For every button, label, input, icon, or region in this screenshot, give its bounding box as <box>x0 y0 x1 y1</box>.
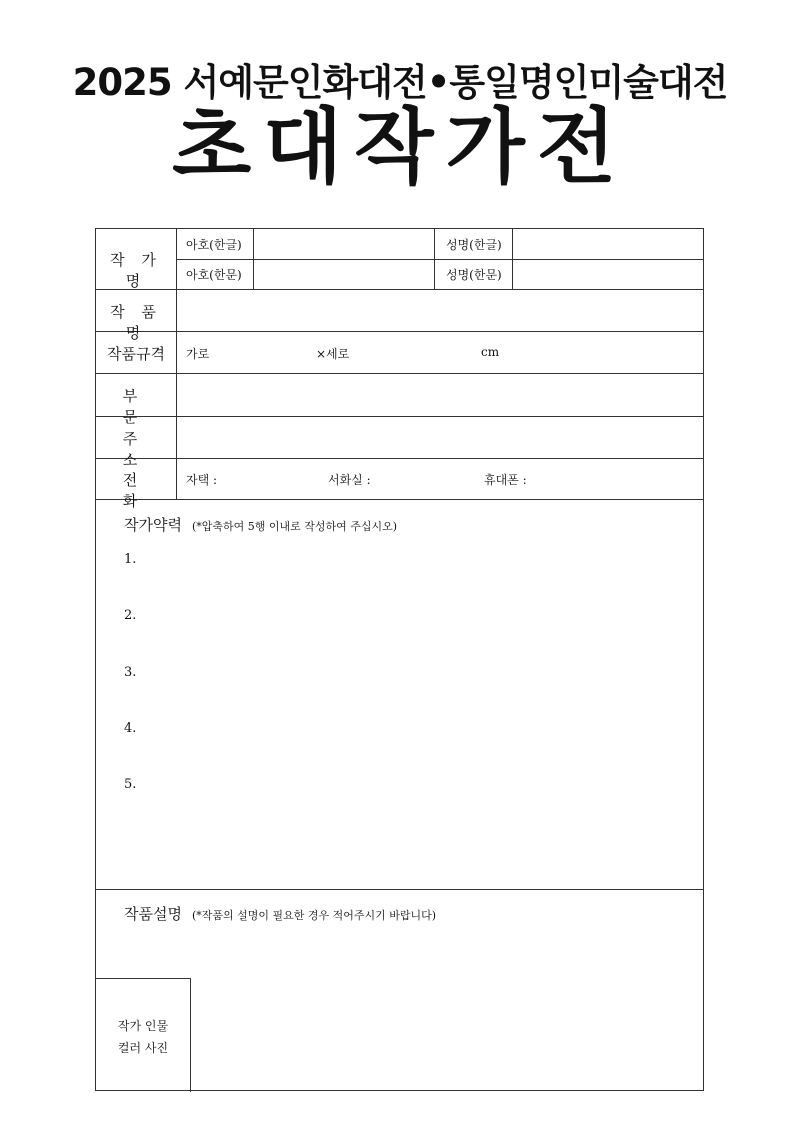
home-phone-label: 자택 : <box>186 473 218 487</box>
photo-box[interactable] <box>96 978 191 1092</box>
exhibition-subtitle: 2025 서예문인화대전•통일명인미술대전 <box>72 61 728 104</box>
description-label: 작품설명 <box>124 905 182 923</box>
address-field[interactable] <box>177 417 703 457</box>
pen-name-hanja-label: 아호(한문) <box>186 268 242 282</box>
divider <box>176 229 177 499</box>
divider <box>96 458 704 459</box>
biography-item: 3. <box>124 665 137 680</box>
pen-name-hanja-field[interactable] <box>254 260 433 288</box>
pen-name-korean-field[interactable] <box>254 230 433 258</box>
biography-item: 2. <box>124 608 137 623</box>
description-note: (*작품의 설명이 필요한 경우 적어주시기 바랍니다) <box>192 909 437 922</box>
work-title-label: 작 품 명 <box>110 303 162 342</box>
biography-note: (*압축하여 5행 이내로 작성하여 주십시오) <box>192 520 398 533</box>
divider <box>96 331 704 332</box>
biography-item: 1. <box>124 552 137 567</box>
category-field[interactable] <box>177 374 703 415</box>
biography-item: 5. <box>124 777 137 792</box>
mobile-phone-label: 휴대폰 : <box>484 473 527 487</box>
name-hanja-label: 성명(한문) <box>446 268 502 282</box>
studio-phone-label: 서화실 : <box>328 473 371 487</box>
photo-label-line2: 컬러 사진 <box>117 1041 169 1055</box>
divider <box>96 499 704 500</box>
work-height-label: ×세로 <box>316 347 350 361</box>
divider <box>96 889 704 890</box>
phone-label: 전 화 <box>122 471 162 510</box>
photo-label-line1: 작가 인물 <box>117 1019 169 1033</box>
work-title-field[interactable] <box>177 290 703 330</box>
name-hanja-field[interactable] <box>513 260 703 288</box>
divider <box>434 229 435 289</box>
biography-item: 4. <box>124 721 137 736</box>
work-size-label: 작품규격 <box>107 345 165 363</box>
application-form <box>95 228 704 1091</box>
biography-label: 작가약력 <box>124 516 182 534</box>
address-label: 주 소 <box>122 430 162 469</box>
category-label: 부 문 <box>122 387 162 426</box>
work-width-label: 가로 <box>186 347 210 361</box>
author-label: 작 가 명 <box>110 251 162 290</box>
name-korean-field[interactable] <box>513 230 703 258</box>
work-size-unit: cm <box>481 345 500 359</box>
name-korean-label: 성명(한글) <box>446 238 502 252</box>
pen-name-korean-label: 아호(한글) <box>186 238 242 252</box>
exhibition-title: 초대작가전 <box>171 100 629 195</box>
